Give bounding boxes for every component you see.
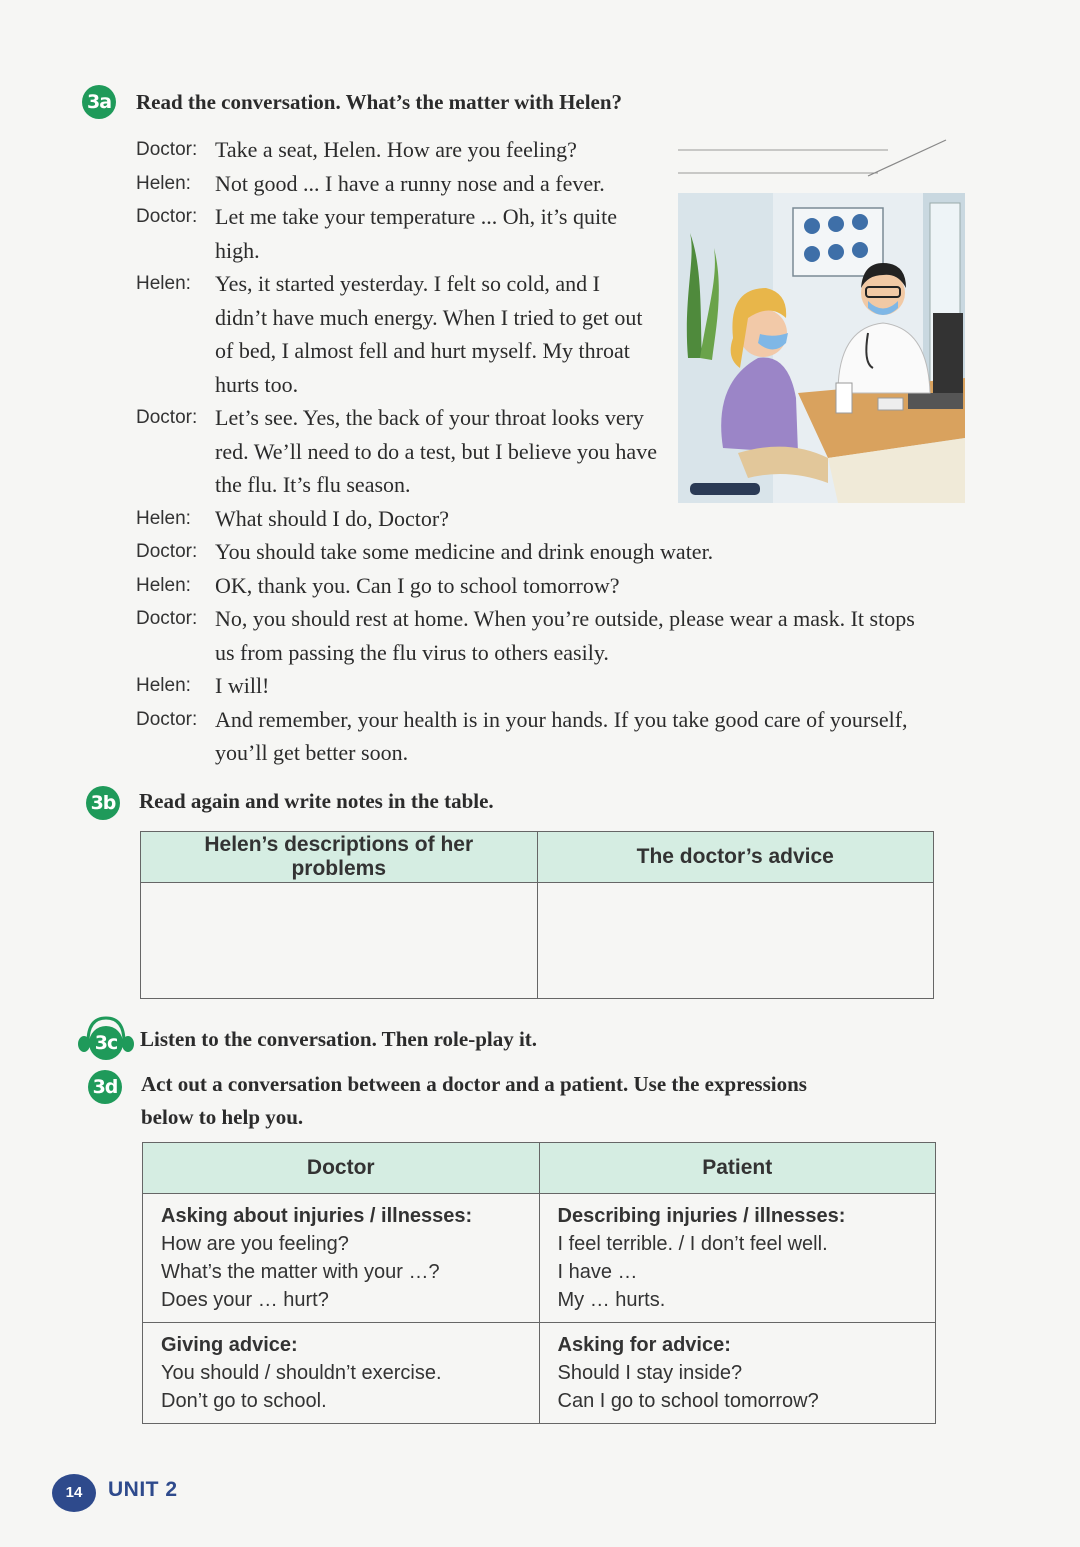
- table-row: [143, 1323, 936, 1424]
- utterance: And remember, your health is in your hands. If you take good care of yourself, you’ll get better soon.: [215, 706, 908, 765]
- patient-cell: [539, 1194, 936, 1323]
- dialog-line: [136, 703, 936, 770]
- utterance: OK, thank you. Can I go to school tomorrow?: [215, 572, 620, 598]
- speaker: Doctor:: [136, 708, 198, 730]
- speaker: Doctor:: [136, 407, 198, 428]
- expression: Does your … hurt?: [161, 1289, 329, 1311]
- dialog-line: [136, 669, 936, 703]
- expression: I feel terrible. / I don’t feel well.: [557, 1233, 828, 1255]
- expression: How are you feeling?: [161, 1233, 349, 1255]
- dialog-line: [136, 569, 936, 603]
- section-title-3d-line1: Act out a conversation between a doctor and a patient. Use the expressions: [141, 1072, 807, 1096]
- dialog-line: [136, 502, 936, 536]
- dialog-line: [136, 602, 936, 669]
- expression: What’s the matter with your …?: [161, 1261, 440, 1283]
- utterance: No, you should rest at home. When you’re outside, please wear a mask. It stops us from passing the flu virus to others easily.: [215, 606, 915, 665]
- utterance: Let’s see. Yes, the back of your throat looks very red. We’ll need to do a test, but I believe you have the flu. It’s flu season.: [215, 405, 657, 497]
- notes-cell-advice[interactable]: [537, 883, 934, 999]
- speaker: Helen:: [136, 172, 191, 194]
- table-row: [141, 883, 934, 999]
- section-title-3b: Read again and write notes in the table.: [139, 789, 494, 813]
- expression: Can I go to school tomorrow?: [557, 1390, 819, 1412]
- expression: My … hurts.: [557, 1289, 666, 1311]
- table-header: Helen’s descriptions of her problems: [141, 832, 538, 883]
- utterance: What should I do, Doctor?: [215, 505, 449, 531]
- table-header-row: [141, 832, 934, 883]
- expression: Don’t go to school.: [161, 1390, 327, 1412]
- speaker: Helen:: [136, 574, 191, 596]
- expressions-table: [142, 1142, 936, 1424]
- speaker: Doctor:: [136, 541, 198, 562]
- utterance: Take a seat, Helen. How are you feeling?: [215, 137, 577, 162]
- doctor-cell: [143, 1323, 540, 1424]
- speaker: Doctor:: [136, 139, 198, 160]
- doctor-visit-illustration: [678, 138, 965, 503]
- utterance: I will!: [215, 673, 270, 698]
- utterance: Not good ... I have a runny nose and a fever.: [215, 170, 605, 196]
- section-title-3d-line2: below to help you.: [141, 1105, 304, 1129]
- section-badge-3c: 3c: [89, 1026, 123, 1060]
- speaker: Helen:: [136, 507, 191, 529]
- table-header: Doctor: [143, 1143, 540, 1194]
- utterance: Yes, it started yesterday. I felt so cold, and I didn’t have much energy. When I tried to get out of bed, I almost fell and hurt myself. My throat hurts too.: [215, 271, 643, 397]
- table-header: Patient: [539, 1143, 936, 1194]
- utterance: Let me take your temperature ... Oh, it’s quite high.: [215, 204, 617, 263]
- unit-label: UNIT 2: [108, 1478, 178, 1501]
- utterance: You should take some medicine and drink enough water.: [215, 539, 714, 564]
- speaker: Doctor:: [136, 608, 198, 629]
- section-badge-3d: 3d: [88, 1070, 122, 1104]
- page-number: 14: [52, 1474, 96, 1512]
- patient-cell: [539, 1323, 936, 1424]
- expression: Should I stay inside?: [557, 1362, 743, 1384]
- table-header: The doctor’s advice: [537, 832, 934, 883]
- expression: You should / shouldn’t exercise.: [161, 1362, 442, 1384]
- expression-category: Giving advice:: [161, 1334, 298, 1356]
- expression-category: Asking about injuries / illnesses:: [161, 1205, 473, 1227]
- section-badge-3a: 3a: [82, 85, 116, 119]
- expression-category: Describing injuries / illnesses:: [557, 1205, 846, 1227]
- notes-table: [140, 831, 934, 999]
- expression: I have …: [557, 1261, 638, 1283]
- expression-category: Asking for advice:: [557, 1334, 731, 1356]
- notes-cell-problems[interactable]: [141, 883, 538, 999]
- table-header-row: [143, 1143, 936, 1194]
- section-title-3a: Read the conversation. What’s the matter with Helen?: [136, 90, 623, 114]
- doctor-cell: [143, 1194, 540, 1323]
- section-badge-3b: 3b: [86, 786, 120, 820]
- speaker: Helen:: [136, 273, 191, 294]
- speaker: Helen:: [136, 675, 191, 696]
- table-row: [143, 1194, 936, 1323]
- dialog-line: [136, 535, 936, 569]
- section-title-3c: Listen to the conversation. Then role-play it.: [140, 1027, 538, 1051]
- speaker: Doctor:: [136, 206, 198, 227]
